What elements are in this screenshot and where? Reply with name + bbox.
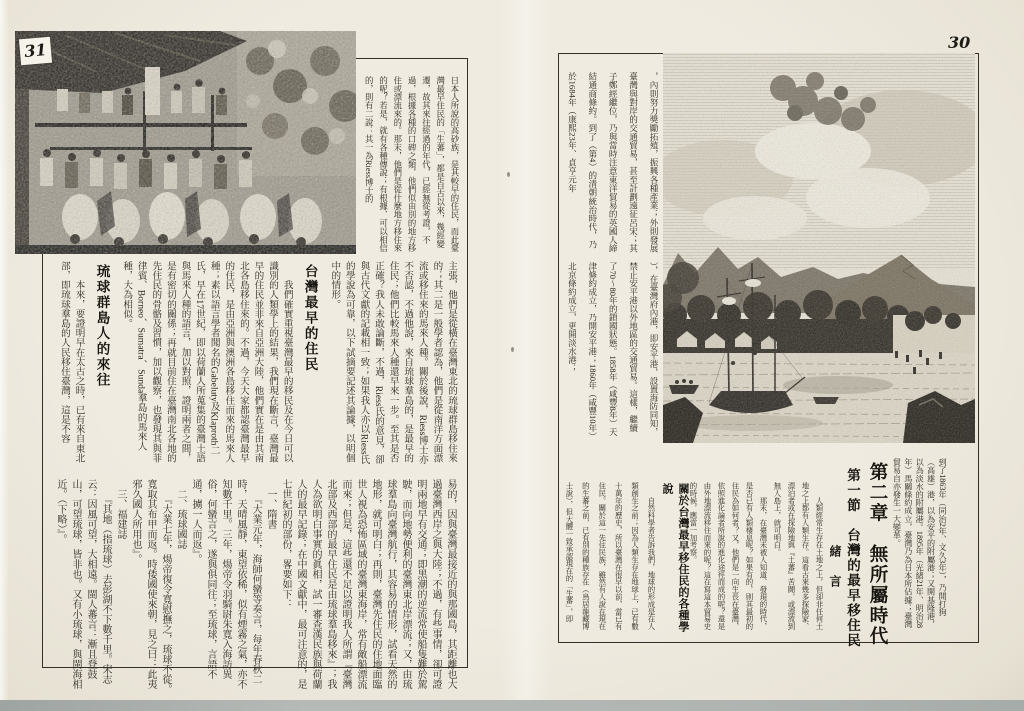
right-page-continuation-text: 到了1863年（同治2年、文久3年），乃開打狗（高雄）港，以為安平的附屬港；又開基隆港，以為淡水的附屬港。1895年（光緒21年、明治28年）馬關條約成立，臺灣乃為日本所佔據；臺灣貿易自亦發生一大變革。	[892, 458, 947, 629]
left-page-number: 31	[19, 37, 52, 66]
right-page-number: 30	[948, 33, 971, 52]
paragraph: 我們確實重視臺灣最早的移民及在今日可以識別的人類學上的結果，我們現在斷言，臺灣最早的住民並非來自亞洲大陸，他們實在是由其南北各島移住來的。不過，今天大家都認臺灣最早的住民，是由亞洲與澳洲各島移住而來的馬來人種；素以語言學者聞名的Gabeluty及Klaproth二氏，早在17世紀，即以荷蘭人所蒐集的臺灣土語與馬來人種的語言，加以對照，證明兩者之間，是有密切的關係；再就目前住在臺灣南北各地的先住民的骨骼及習慣，加以觀察，也發現其與菲律賓、Borneo、Sumatra、Sunda羣島的馬來人種，大為相似。	[121, 261, 293, 463]
theories-body-text	[560, 482, 659, 635]
scan-left-edge-highlight	[0, 0, 9, 700]
etching-grain	[663, 53, 975, 443]
paragraph: 易的，因與臺灣最接近的與那國島，其距離也大過臺灣西岸之與大陸；不過，有些事情，卻可證明兩地早有交通；即黑潮的逆流常使船隻難於駕駛，而向地勢便利的臺灣東北岸漂流；又，由琉球羣島向臺灣航行，其容易的情形，試看天然的地形，就可明白；再則，臺灣先住民的住地面臨世人視為恐怖區域的臺灣東海岸，常有敵船漂流而來；但是，這些還不足以證明我人所謂『臺灣北部及西部的最早住民是由琉球羣島移來』；我人為欲明白事實的眞相，試一審查漢民族與荷蘭人的最早記錄；在中國文獻中，最可注意的，是七世紀初的部份，畧要如下：	[280, 479, 456, 689]
scan-bed-strip	[0, 700, 1024, 711]
left-page-bottom-text	[34, 479, 458, 696]
paragraph: 人類經常生存在土地之上，但卻非任何土地之上都有人類生存。這看古來幾多探險家、漂泊者或在探險地與『土蕃』苦鬪，或漂流到無人島上，就可明白。	[773, 482, 824, 630]
harbor-etching-illustration	[663, 53, 975, 443]
paragraph: 本來，要證明早在太古之時，已有來自東北部，即琉球羣島的人民移住臺灣，這是不容	[58, 261, 85, 463]
page-gutter	[500, 0, 552, 700]
paragraph: 那末，在臺灣未被人知道、發現的時代，是否已有人類棲息呢？如果有的，則其最初的住民為如何者？又，他們是一向生長在臺灣，依照進化論者所說的進化途徑而成的呢？還是由外地漂流移住而來的呢？這在寫這本貿易史的時候，應當一加考察。	[689, 482, 768, 630]
chapter-title: 第二章 無所屬時代	[867, 462, 887, 647]
paragraph: 主張，他們是從橫在臺灣東北的琉球群島移住來的；其二是一般學者認為，他們是從南洋方面漂流或移住來的馬來人種。關於後說，Riess博士亦不否認，不過他說，來自琉球羣島的，是最早的住民；他們比較馬來人種還早來一步。至其是否正確？我人未敢論斷，不過，Riess氏的意見，卻與古代文獻的記載相一致；如果我人亦以Riess氏的學說為可靠，以下試摘要記述其論據，以明個中的情形。	[329, 261, 457, 465]
intro-body-text	[686, 482, 826, 635]
list-item-label: 一、隋書	[265, 479, 276, 529]
paragraph: 自然科學者告訴我們，地球的形成是在人類創生之前；因為人類生存在地球上，已有數十萬年的歷史，所以臺灣在很早以前，當已有住民。關於這一先住民族，雖然有人說在現在的生蕃之前，已有別的種族存在（鳥居龍藏博士說），但大體一致承認現在的「生蕃」，即	[564, 482, 656, 630]
intro-heading: 緒 言	[828, 545, 842, 590]
paragraph: 『大業元年，海師何蠻等奏言，每年春秋二時，天晴風靜，東望依稀，似有煙霧之氣，亦不知數千里。三年，煬帝令羽騎尉朱寬入海訪異俗，何蠻言之，遂與俱同往；至琉球，言語不通，擄一人而返』。	[190, 479, 261, 689]
scan-speck	[507, 172, 510, 177]
list-item-label: 二、琉球國誌	[175, 479, 186, 549]
left-page-top-text: 日本人所說的高砂族，是其較早的住民，而此臺灣最早住民的「生蕃」，都是自古以來，幾經變遷，故其來往經過的年代，已經無從考證，不過，根據各種的口碑之類，他們似由別的地方移住或漂流來的。那末，他們是從什麼地方移住來的呢？若是，就有各種傳說；有根據、可以相信的，則有二說：其一為Riess博士的	[364, 76, 459, 253]
aboriginal-group-photo	[15, 31, 356, 254]
inline-heading: 台灣最早的住民	[302, 264, 318, 373]
paragraph: 『其地（指琉球）去彭湖不下數千里。宋志云：因風可望，大相遠。閩人蕃言：漸且登鼓山，可望琉球，皆非也。又有小琉球，與閩海相近。（下略）』。	[55, 479, 111, 689]
photo-grain	[15, 31, 356, 254]
scan-speck	[511, 347, 514, 352]
left-page-middle-text	[34, 261, 458, 467]
paragraph: 『大業七年，煬帝復令寬慰撫之，琉球不從。寬取其布甲而返。時倭國使來朝，見之曰：此夷邪久國人所用也』。	[130, 479, 171, 694]
inline-heading: 琉球群島人的來往	[94, 264, 110, 388]
theories-heading: 關於台灣最早移住民的各種學說	[661, 483, 689, 633]
right-page-upper-text-2: ），在臺灣府內港，即安平港，設置海防同知，禁止安平港以外地區的交通貿易。這樣，繼續了70～80年的鎖國狀態。1858年（咸豐8年）天津條約成立，乃開安平港；1860年（咸豐10年）北京條約成立，更開淡水港；	[567, 262, 659, 437]
right-page-upper-text-1: ，內則努力獎勵拓殖，振興各種產業；外則發展臺灣與對岸的交通貿易，甚至計劃遠征呂宋；其子鄭經繼位，乃與當時注意東洋貿易的英國人締結通商條約。到了（第4）的清朝統治時代，乃於1684年（康熙23年、貞亨元年	[567, 72, 659, 253]
section-title: 第一節 台灣的最早移住民	[845, 468, 860, 648]
list-item-label: 三、福建誌	[115, 479, 126, 539]
